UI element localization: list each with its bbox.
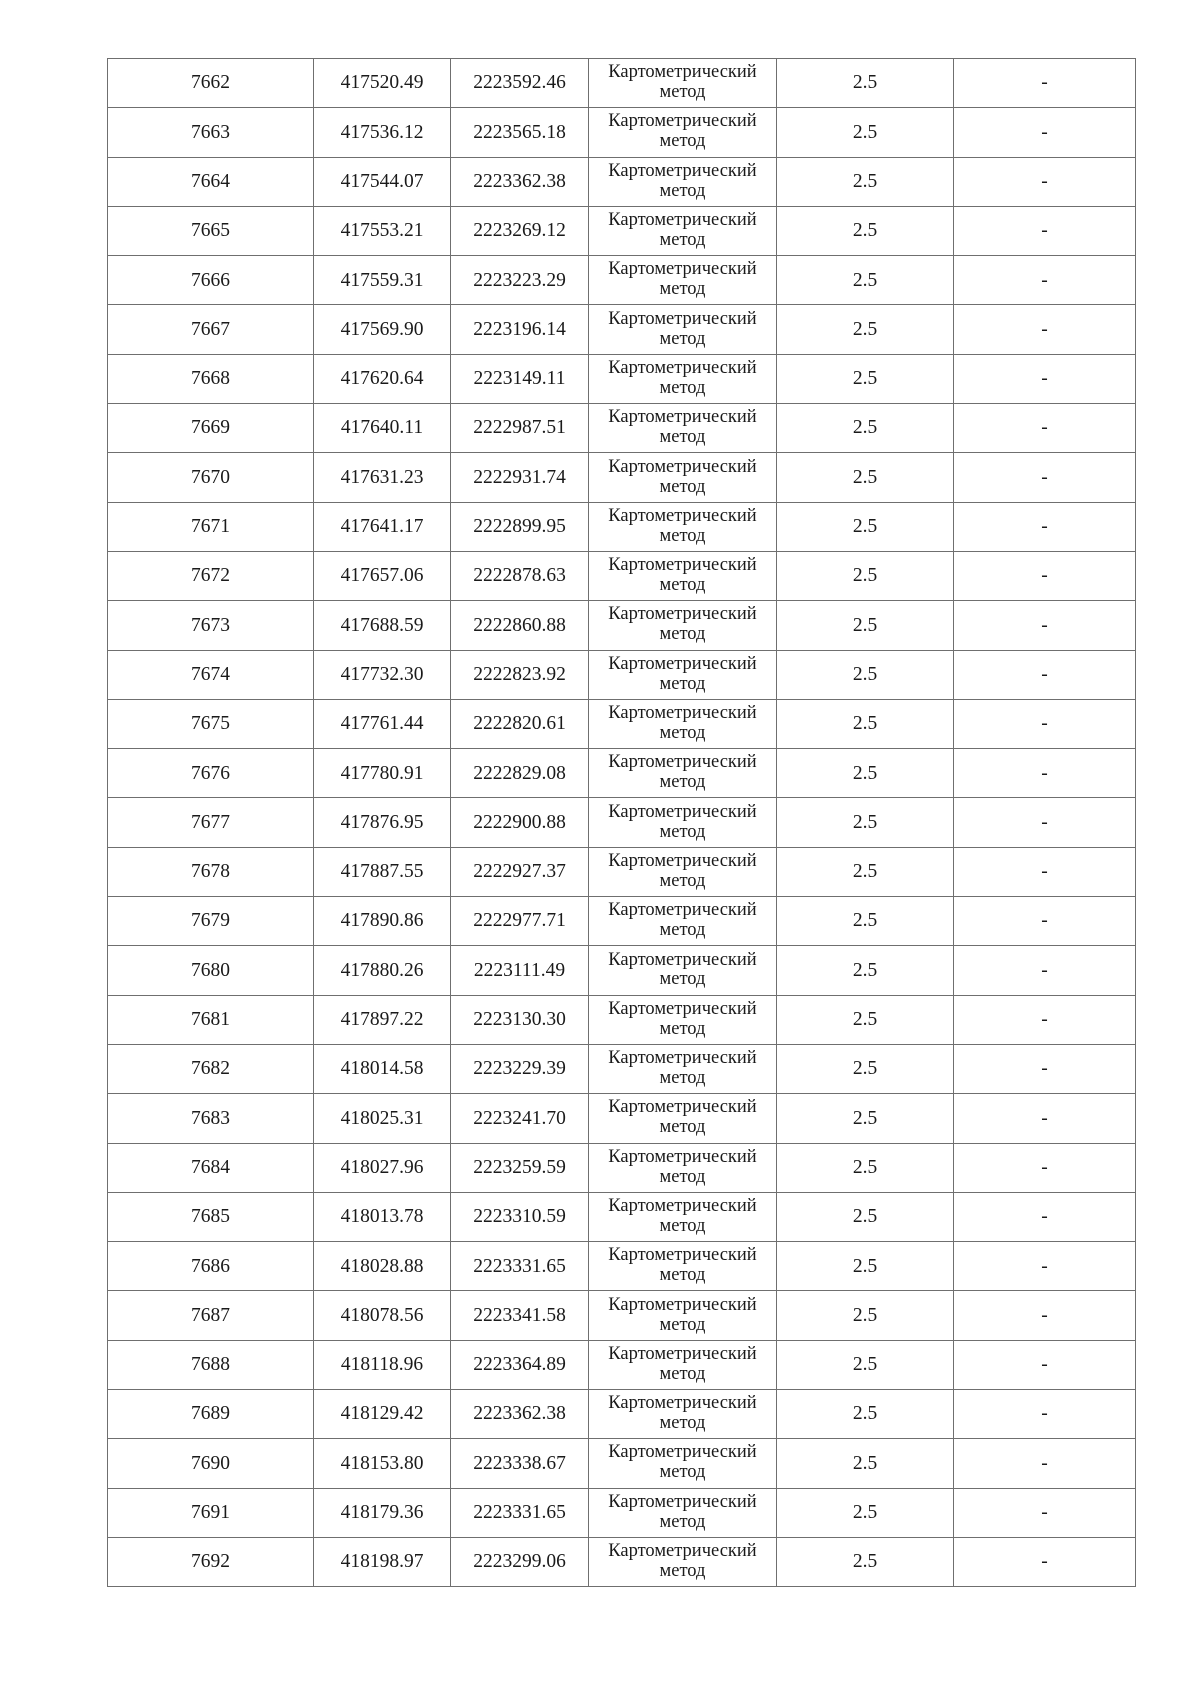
table-row: [108, 59, 1136, 108]
note-cell: -: [954, 404, 1136, 453]
table-row: [108, 1439, 1136, 1488]
point-number-cell: 7692: [108, 1537, 314, 1586]
point-number-cell: 7673: [108, 601, 314, 650]
coordinates-table: [107, 58, 1136, 1587]
method-label-line1: Картометрический: [608, 949, 757, 970]
method-label-line1: Картометрический: [608, 1541, 757, 1562]
method-label-line2: метод: [659, 230, 706, 251]
note-cell: -: [954, 59, 1136, 108]
point-number-cell: 7672: [108, 551, 314, 600]
table-row: [108, 1143, 1136, 1192]
method-cell: [589, 650, 777, 699]
method-label-line1: Картометрический: [608, 1294, 757, 1315]
note-cell: -: [954, 1143, 1136, 1192]
table-row: [108, 847, 1136, 896]
x-coordinate-cell: 417890.86: [314, 897, 451, 946]
point-number-cell: 7665: [108, 206, 314, 255]
note-cell: -: [954, 699, 1136, 748]
x-coordinate-cell: 418078.56: [314, 1291, 451, 1340]
y-coordinate-cell: 2223565.18: [451, 108, 589, 157]
accuracy-cell: 2.5: [777, 59, 954, 108]
table-row: [108, 1192, 1136, 1241]
note-cell: -: [954, 1094, 1136, 1143]
table-row: [108, 1390, 1136, 1439]
point-number-cell: 7683: [108, 1094, 314, 1143]
note-cell: -: [954, 1291, 1136, 1340]
accuracy-cell: 2.5: [777, 601, 954, 650]
method-cell: [589, 305, 777, 354]
y-coordinate-cell: 2223331.65: [451, 1242, 589, 1291]
table-row: [108, 601, 1136, 650]
note-cell: -: [954, 1488, 1136, 1537]
x-coordinate-cell: 417569.90: [314, 305, 451, 354]
method-label-line2: метод: [659, 969, 706, 990]
x-coordinate-cell: 417657.06: [314, 551, 451, 600]
point-number-cell: 7685: [108, 1192, 314, 1241]
y-coordinate-cell: 2223130.30: [451, 995, 589, 1044]
x-coordinate-cell: 418153.80: [314, 1439, 451, 1488]
x-coordinate-cell: 417559.31: [314, 256, 451, 305]
point-number-cell: 7688: [108, 1340, 314, 1389]
point-number-cell: 7667: [108, 305, 314, 354]
method-label-line2: метод: [659, 723, 706, 743]
y-coordinate-cell: 2222860.88: [451, 601, 589, 650]
method-label-line2: метод: [659, 328, 706, 349]
note-cell: -: [954, 453, 1136, 502]
x-coordinate-cell: 417640.11: [314, 404, 451, 453]
method-label-line2: метод: [659, 1413, 706, 1434]
method-cell: [589, 847, 777, 896]
note-cell: -: [954, 650, 1136, 699]
y-coordinate-cell: 2223196.14: [451, 305, 589, 354]
method-cell: [589, 502, 777, 551]
table-row: [108, 354, 1136, 403]
method-label-line2: метод: [659, 427, 706, 448]
point-number-cell: 7674: [108, 650, 314, 699]
x-coordinate-cell: 418025.31: [314, 1094, 451, 1143]
accuracy-cell: 2.5: [777, 1439, 954, 1488]
y-coordinate-cell: 2222829.08: [451, 749, 589, 798]
method-label-line2: метод: [659, 1018, 706, 1039]
table-row: [108, 551, 1136, 600]
accuracy-cell: 2.5: [777, 897, 954, 946]
method-label-line2: метод: [659, 1117, 706, 1138]
y-coordinate-cell: 2223299.06: [451, 1537, 589, 1586]
method-label-line1: Картометрический: [608, 900, 757, 921]
method-label-line2: метод: [659, 624, 706, 645]
note-cell: -: [954, 502, 1136, 551]
point-number-cell: 7670: [108, 453, 314, 502]
table-row: [108, 1242, 1136, 1291]
point-number-cell: 7678: [108, 847, 314, 896]
y-coordinate-cell: 2222977.71: [451, 897, 589, 946]
y-coordinate-cell: 2223364.89: [451, 1340, 589, 1389]
accuracy-cell: 2.5: [777, 1094, 954, 1143]
method-label-line1: Картометрический: [608, 407, 757, 428]
method-cell: [589, 1537, 777, 1586]
method-cell: [589, 1340, 777, 1389]
table-row: [108, 995, 1136, 1044]
accuracy-cell: 2.5: [777, 847, 954, 896]
point-number-cell: 7686: [108, 1242, 314, 1291]
method-label-line2: метод: [659, 279, 706, 300]
accuracy-cell: 2.5: [777, 1044, 954, 1093]
x-coordinate-cell: 418198.97: [314, 1537, 451, 1586]
y-coordinate-cell: 2223362.38: [451, 1390, 589, 1439]
method-label-line2: метод: [659, 1265, 706, 1286]
x-coordinate-cell: 417520.49: [314, 59, 451, 108]
y-coordinate-cell: 2222899.95: [451, 502, 589, 551]
accuracy-cell: 2.5: [777, 157, 954, 206]
note-cell: -: [954, 946, 1136, 995]
y-coordinate-cell: 2222823.92: [451, 650, 589, 699]
note-cell: -: [954, 305, 1136, 354]
note-cell: -: [954, 551, 1136, 600]
y-coordinate-cell: 2222987.51: [451, 404, 589, 453]
y-coordinate-cell: 2223269.12: [451, 206, 589, 255]
method-label-line1: Картометрический: [608, 259, 757, 280]
x-coordinate-cell: 418129.42: [314, 1390, 451, 1439]
y-coordinate-cell: 2222900.88: [451, 798, 589, 847]
y-coordinate-cell: 2223362.38: [451, 157, 589, 206]
accuracy-cell: 2.5: [777, 1537, 954, 1586]
method-label-line1: Картометрический: [608, 850, 757, 871]
accuracy-cell: 2.5: [777, 650, 954, 699]
point-number-cell: 7668: [108, 354, 314, 403]
accuracy-cell: 2.5: [777, 1488, 954, 1537]
note-cell: -: [954, 1340, 1136, 1389]
method-label-line2: метод: [659, 1068, 706, 1089]
accuracy-cell: 2.5: [777, 551, 954, 600]
x-coordinate-cell: 417536.12: [314, 108, 451, 157]
point-number-cell: 7690: [108, 1439, 314, 1488]
method-label-line2: метод: [659, 1314, 706, 1335]
point-number-cell: 7675: [108, 699, 314, 748]
table-row: [108, 1537, 1136, 1586]
method-cell: [589, 1439, 777, 1488]
method-label-line1: Картометрический: [608, 653, 757, 674]
x-coordinate-cell: 417887.55: [314, 847, 451, 896]
method-cell: [589, 1044, 777, 1093]
method-label-line2: метод: [659, 920, 706, 941]
y-coordinate-cell: 2223310.59: [451, 1192, 589, 1241]
method-label-line1: Картометрический: [608, 1196, 757, 1216]
method-label-line1: Картометрический: [608, 160, 757, 181]
point-number-cell: 7681: [108, 995, 314, 1044]
method-label-line2: метод: [659, 377, 706, 398]
method-cell: [589, 206, 777, 255]
method-label-line1: Картометрический: [608, 357, 757, 378]
table-row: [108, 502, 1136, 551]
method-label-line1: Картометрический: [608, 1048, 757, 1069]
note-cell: -: [954, 354, 1136, 403]
table-row: [108, 157, 1136, 206]
method-label-line1: Картометрический: [608, 505, 757, 526]
note-cell: -: [954, 157, 1136, 206]
method-label-line2: метод: [659, 1166, 706, 1187]
method-cell: [589, 453, 777, 502]
method-label-line1: Картометрический: [608, 1245, 757, 1266]
note-cell: -: [954, 256, 1136, 305]
method-cell: [589, 749, 777, 798]
table-row: [108, 897, 1136, 946]
method-cell: [589, 354, 777, 403]
note-cell: -: [954, 995, 1136, 1044]
method-label-line2: метод: [659, 131, 706, 152]
method-cell: [589, 699, 777, 748]
x-coordinate-cell: 417620.64: [314, 354, 451, 403]
accuracy-cell: 2.5: [777, 1291, 954, 1340]
accuracy-cell: 2.5: [777, 404, 954, 453]
x-coordinate-cell: 418118.96: [314, 1340, 451, 1389]
y-coordinate-cell: 2223259.59: [451, 1143, 589, 1192]
x-coordinate-cell: 417876.95: [314, 798, 451, 847]
x-coordinate-cell: 417553.21: [314, 206, 451, 255]
method-label-line1: Картометрический: [608, 210, 757, 231]
method-cell: [589, 1192, 777, 1241]
method-label-line2: метод: [659, 525, 706, 546]
point-number-cell: 7682: [108, 1044, 314, 1093]
method-cell: [589, 1094, 777, 1143]
point-number-cell: 7676: [108, 749, 314, 798]
y-coordinate-cell: 2222820.61: [451, 699, 589, 748]
note-cell: -: [954, 1537, 1136, 1586]
method-label-line1: Картометрический: [608, 752, 757, 773]
method-label-line1: Картометрический: [608, 456, 757, 477]
table-row: [108, 256, 1136, 305]
table-row: [108, 305, 1136, 354]
method-label-line2: метод: [659, 180, 706, 201]
method-label-line1: Картометрический: [608, 1097, 757, 1118]
method-cell: [589, 995, 777, 1044]
x-coordinate-cell: 417732.30: [314, 650, 451, 699]
y-coordinate-cell: 2223111.49: [451, 946, 589, 995]
point-number-cell: 7679: [108, 897, 314, 946]
accuracy-cell: 2.5: [777, 1192, 954, 1241]
table-row: [108, 108, 1136, 157]
table-row: [108, 1340, 1136, 1389]
table-row: [108, 1094, 1136, 1143]
method-label-line1: Картометрический: [608, 703, 757, 724]
y-coordinate-cell: 2223149.11: [451, 354, 589, 403]
x-coordinate-cell: 418027.96: [314, 1143, 451, 1192]
note-cell: -: [954, 1439, 1136, 1488]
accuracy-cell: 2.5: [777, 946, 954, 995]
method-label-line1: Картометрический: [608, 308, 757, 329]
note-cell: -: [954, 1390, 1136, 1439]
method-cell: [589, 897, 777, 946]
note-cell: -: [954, 847, 1136, 896]
accuracy-cell: 2.5: [777, 502, 954, 551]
point-number-cell: 7687: [108, 1291, 314, 1340]
method-cell: [589, 108, 777, 157]
note-cell: -: [954, 1242, 1136, 1291]
point-number-cell: 7662: [108, 59, 314, 108]
method-label-line2: метод: [659, 476, 706, 497]
point-number-cell: 7671: [108, 502, 314, 551]
x-coordinate-cell: 417641.17: [314, 502, 451, 551]
table-row: [108, 946, 1136, 995]
accuracy-cell: 2.5: [777, 699, 954, 748]
note-cell: -: [954, 206, 1136, 255]
x-coordinate-cell: 418179.36: [314, 1488, 451, 1537]
note-cell: -: [954, 108, 1136, 157]
method-cell: [589, 1488, 777, 1537]
method-label-line1: Картометрический: [608, 62, 757, 83]
y-coordinate-cell: 2223338.67: [451, 1439, 589, 1488]
table-row: [108, 1291, 1136, 1340]
y-coordinate-cell: 2222927.37: [451, 847, 589, 896]
point-number-cell: 7691: [108, 1488, 314, 1537]
method-cell: [589, 601, 777, 650]
method-label-line2: метод: [659, 870, 706, 891]
method-cell: [589, 1390, 777, 1439]
method-label-line1: Картометрический: [608, 801, 757, 822]
point-number-cell: 7684: [108, 1143, 314, 1192]
method-label-line2: метод: [659, 82, 706, 103]
x-coordinate-cell: 417880.26: [314, 946, 451, 995]
point-number-cell: 7663: [108, 108, 314, 157]
table-row: [108, 1044, 1136, 1093]
method-label-line2: метод: [659, 1511, 706, 1532]
method-label-line2: метод: [659, 575, 706, 596]
accuracy-cell: 2.5: [777, 206, 954, 255]
note-cell: -: [954, 897, 1136, 946]
method-label-line2: метод: [659, 1462, 706, 1483]
method-label-line1: Картометрический: [608, 1491, 757, 1512]
method-cell: [589, 157, 777, 206]
note-cell: -: [954, 749, 1136, 798]
table-row: [108, 650, 1136, 699]
method-label-line1: Картометрический: [608, 1393, 757, 1414]
table-row: [108, 798, 1136, 847]
note-cell: -: [954, 1192, 1136, 1241]
note-cell: -: [954, 601, 1136, 650]
accuracy-cell: 2.5: [777, 453, 954, 502]
table-row: [108, 453, 1136, 502]
y-coordinate-cell: 2223331.65: [451, 1488, 589, 1537]
accuracy-cell: 2.5: [777, 749, 954, 798]
method-label-line1: Картометрический: [608, 111, 757, 132]
x-coordinate-cell: 418013.78: [314, 1192, 451, 1241]
accuracy-cell: 2.5: [777, 1340, 954, 1389]
method-cell: [589, 1291, 777, 1340]
y-coordinate-cell: 2223592.46: [451, 59, 589, 108]
point-number-cell: 7689: [108, 1390, 314, 1439]
method-cell: [589, 946, 777, 995]
point-number-cell: 7677: [108, 798, 314, 847]
method-label-line1: Картометрический: [608, 555, 757, 576]
method-cell: [589, 1242, 777, 1291]
accuracy-cell: 2.5: [777, 995, 954, 1044]
method-label-line1: Картометрический: [608, 604, 757, 625]
accuracy-cell: 2.5: [777, 798, 954, 847]
point-number-cell: 7669: [108, 404, 314, 453]
accuracy-cell: 2.5: [777, 354, 954, 403]
method-label-line2: метод: [659, 1215, 706, 1236]
point-number-cell: 7680: [108, 946, 314, 995]
accuracy-cell: 2.5: [777, 1242, 954, 1291]
table-row: [108, 1488, 1136, 1537]
method-label-line2: метод: [659, 1561, 706, 1582]
method-cell: [589, 59, 777, 108]
y-coordinate-cell: 2223223.29: [451, 256, 589, 305]
x-coordinate-cell: 417688.59: [314, 601, 451, 650]
x-coordinate-cell: 417780.91: [314, 749, 451, 798]
accuracy-cell: 2.5: [777, 108, 954, 157]
method-cell: [589, 798, 777, 847]
y-coordinate-cell: 2223241.70: [451, 1094, 589, 1143]
method-label-line1: Картометрический: [608, 1343, 757, 1364]
method-label-line1: Картометрический: [608, 998, 757, 1019]
method-cell: [589, 1143, 777, 1192]
y-coordinate-cell: 2222931.74: [451, 453, 589, 502]
accuracy-cell: 2.5: [777, 1390, 954, 1439]
note-cell: -: [954, 1044, 1136, 1093]
x-coordinate-cell: 417761.44: [314, 699, 451, 748]
method-label-line1: Картометрический: [608, 1146, 757, 1167]
table-row: [108, 749, 1136, 798]
accuracy-cell: 2.5: [777, 256, 954, 305]
table-row: [108, 404, 1136, 453]
accuracy-cell: 2.5: [777, 1143, 954, 1192]
table-row: [108, 206, 1136, 255]
x-coordinate-cell: 417544.07: [314, 157, 451, 206]
y-coordinate-cell: 2223341.58: [451, 1291, 589, 1340]
x-coordinate-cell: 418028.88: [314, 1242, 451, 1291]
table-row: [108, 699, 1136, 748]
accuracy-cell: 2.5: [777, 305, 954, 354]
y-coordinate-cell: 2223229.39: [451, 1044, 589, 1093]
method-cell: [589, 404, 777, 453]
x-coordinate-cell: 417631.23: [314, 453, 451, 502]
method-label-line1: Картометрический: [608, 1442, 757, 1463]
method-label-line2: метод: [659, 821, 706, 842]
method-label-line2: метод: [659, 1363, 706, 1384]
point-number-cell: 7664: [108, 157, 314, 206]
method-label-line2: метод: [659, 673, 706, 694]
method-cell: [589, 551, 777, 600]
method-label-line2: метод: [659, 772, 706, 793]
y-coordinate-cell: 2222878.63: [451, 551, 589, 600]
note-cell: -: [954, 798, 1136, 847]
coordinates-table-body: [108, 59, 1136, 1587]
method-cell: [589, 256, 777, 305]
x-coordinate-cell: 417897.22: [314, 995, 451, 1044]
x-coordinate-cell: 418014.58: [314, 1044, 451, 1093]
point-number-cell: 7666: [108, 256, 314, 305]
